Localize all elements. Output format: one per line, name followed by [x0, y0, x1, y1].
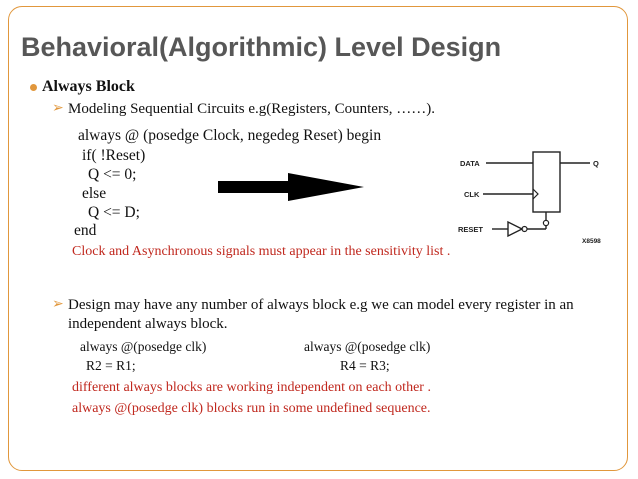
code-line-always: always @ (posedge Clock, negedeg Reset) begin [78, 127, 382, 144]
code-line-end: end [74, 222, 97, 239]
diagram-reset-label: RESET [458, 225, 484, 234]
code-line-q-zero: Q <= 0; [88, 166, 137, 183]
diagram-clk-label: CLK [464, 190, 480, 199]
sub-bullet-arrowhead-icon: ➢ [52, 101, 64, 116]
note-undefined-sequence: always @(posedge clk) blocks run in some undefined sequence. [72, 401, 431, 416]
diagram-data-label: DATA [460, 159, 480, 168]
note-sensitivity-list: Clock and Asynchronous signals must appear in the sensitivity list . [72, 244, 451, 259]
note-independent-blocks: different always blocks are working independent on each other . [72, 380, 431, 395]
diagram-q-label: Q [593, 159, 599, 168]
slide-title: Behavioral(Algorithmic) Level Design [21, 32, 502, 62]
example-left-assign: R2 = R1; [86, 358, 136, 373]
sub-bullet-design-line2: independent always block. [68, 316, 228, 332]
sub-bullet-arrowhead-icon: ➢ [52, 297, 64, 312]
flip-flop-diagram [452, 146, 612, 246]
example-right-assign: R4 = R3; [340, 358, 390, 373]
sub-bullet-modeling: Modeling Sequential Circuits e.g(Registers, Counters, ……). [68, 101, 436, 117]
bullet-dot-icon [30, 84, 37, 91]
sub-bullet-design-line1: Design may have any number of always block e.g we can model every register in an [68, 297, 574, 313]
code-line-else: else [82, 185, 107, 202]
code-line-if: if( !Reset) [82, 147, 146, 164]
right-arrow-icon [218, 171, 366, 203]
example-left-always: always @(posedge clk) [80, 339, 207, 354]
code-line-q-d: Q <= D; [88, 204, 140, 221]
bullet-always-block: Always Block [42, 78, 135, 95]
diagram-part-label: X8598 [582, 238, 601, 245]
example-right-always: always @(posedge clk) [304, 339, 431, 354]
